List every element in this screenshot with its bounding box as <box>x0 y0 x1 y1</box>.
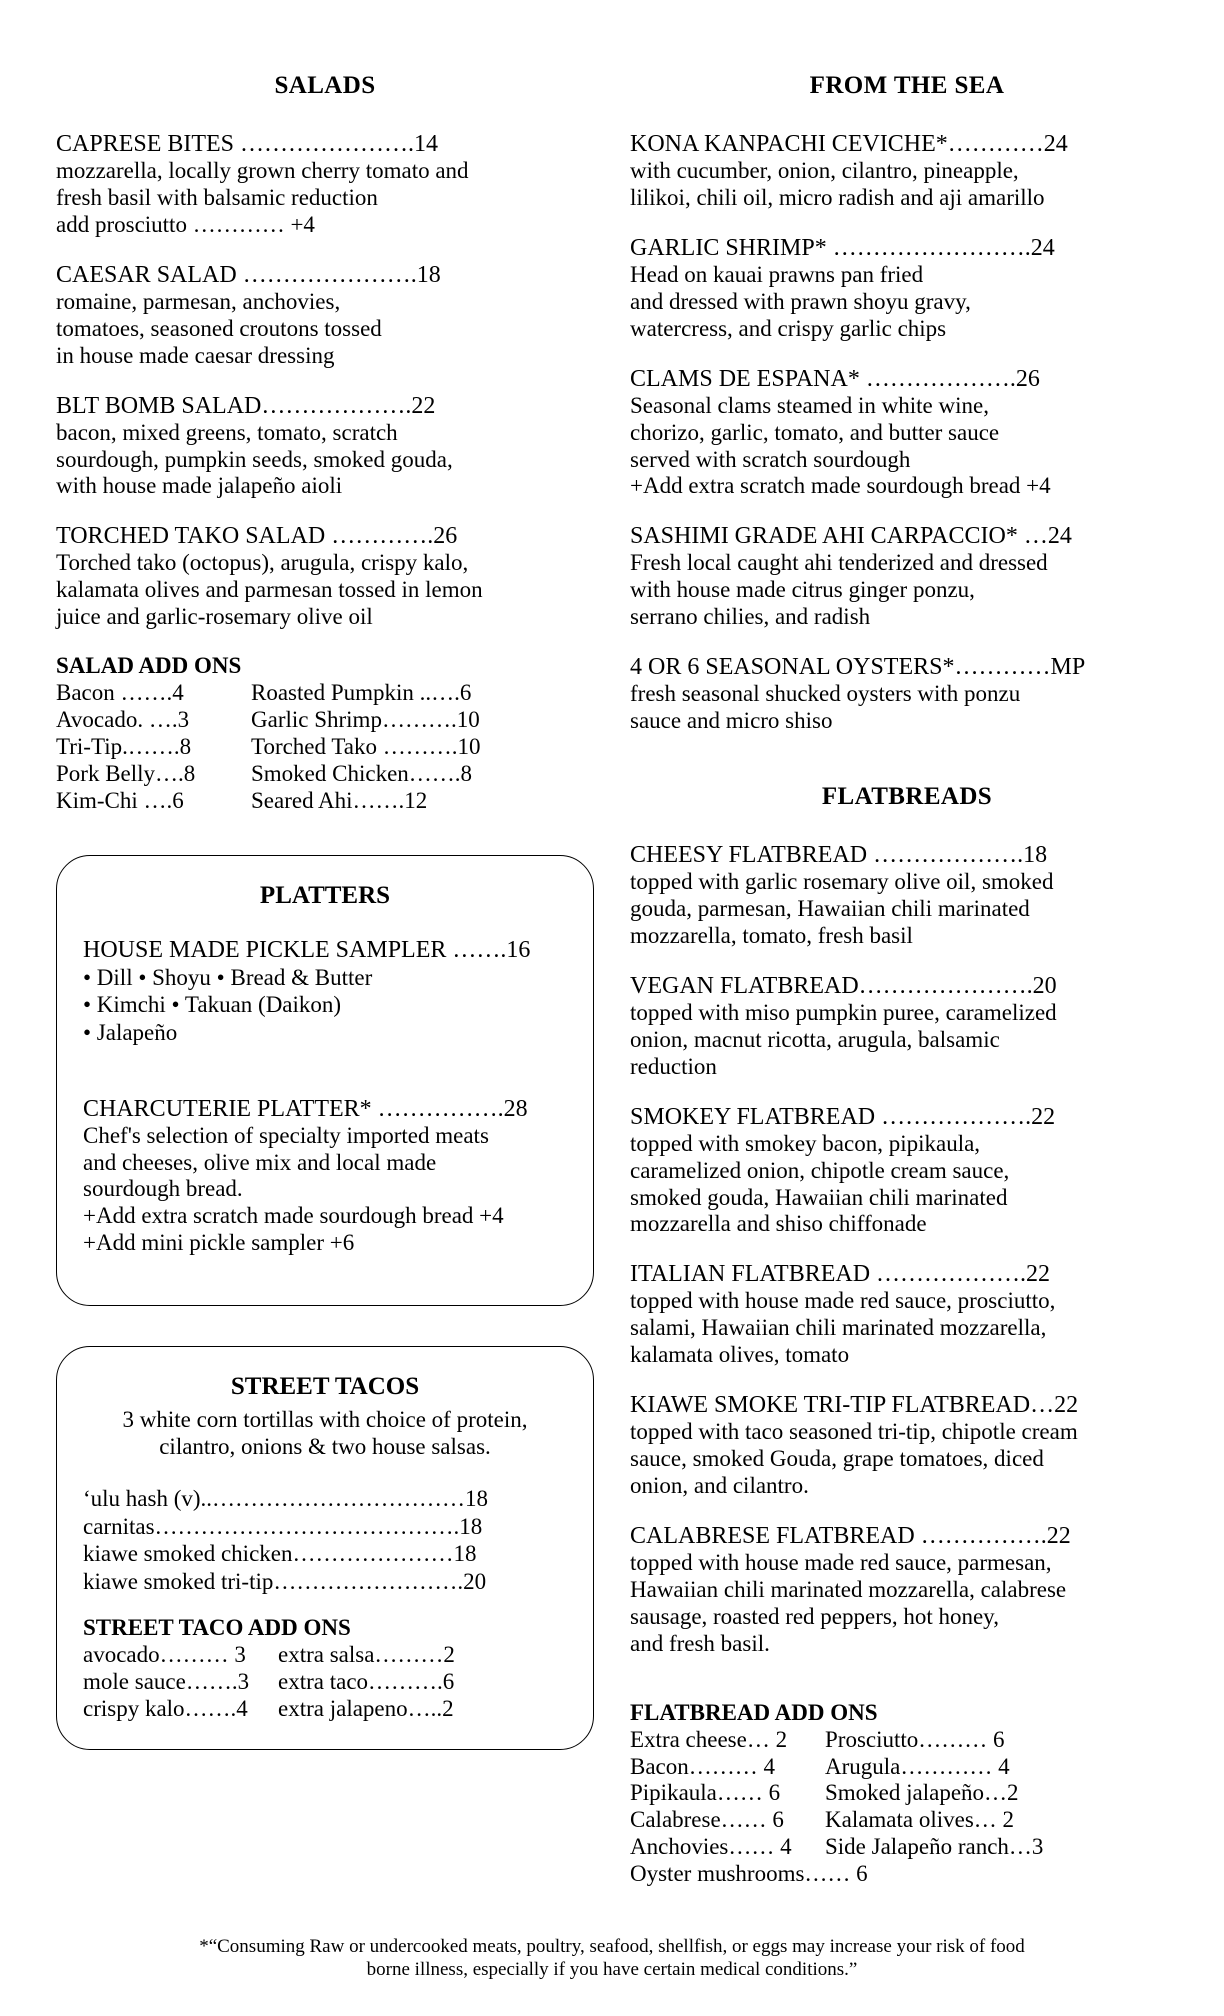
menu-item <box>56 261 594 370</box>
street-taco-addons-grid <box>83 1642 567 1723</box>
desc-line: kalamata olives and parmesan tossed in lemon <box>56 577 483 603</box>
salad-addons-grid <box>56 680 594 815</box>
menu-item-title: CHEESY FLATBREAD ……………….18 <box>630 842 1048 869</box>
menu-item-description <box>630 1288 1184 1369</box>
menu-item <box>630 522 1184 631</box>
menu-item <box>630 972 1184 1081</box>
menu-item-description <box>630 869 1184 950</box>
street-tacos-subtitle <box>83 1407 567 1461</box>
desc-line: with house made jalapeño aioli <box>56 473 343 499</box>
addon-cell: crispy kalo…….4 <box>83 1696 248 1722</box>
street-taco-addons-heading: STREET TACO ADD ONS <box>83 1615 351 1641</box>
desc-line: and fresh basil. <box>630 1630 770 1656</box>
addon-cell: Roasted Pumpkin ..….6 <box>251 680 472 706</box>
addon-cell: extra salsa………2 <box>278 1642 455 1668</box>
desc-line: caramelized onion, chipotle cream sauce, <box>630 1157 1010 1183</box>
menu-item <box>83 1095 567 1258</box>
desc-line: topped with miso pumpkin puree, caramelized <box>630 999 1057 1025</box>
desc-line: mozzarella, locally grown cherry tomato and <box>56 158 469 184</box>
menu-item <box>630 841 1184 950</box>
desc-line: and cheeses, olive mix and local made <box>83 1149 437 1175</box>
menu-item <box>630 653 1184 735</box>
desc-line: with cucumber, onion, cilantro, pineapple, <box>630 158 1019 184</box>
desc-line: watercress, and crispy garlic chips <box>630 315 947 341</box>
bullet-line: • Kimchi • Takuan (Daikon) <box>83 992 342 1018</box>
addon-cell: Bacon …….4 <box>56 680 184 706</box>
subtitle-line: 3 white corn tortillas with choice of protein, <box>122 1407 528 1433</box>
addon-cell: avocado……… 3 <box>83 1642 246 1668</box>
desc-line: topped with house made red sauce, parmesan, <box>630 1550 1052 1576</box>
addon-cell: Seared Ahi…….12 <box>251 787 428 813</box>
menu-item-description <box>630 681 1184 735</box>
menu-item-title: SASHIMI GRADE AHI CARPACCIO* …24 <box>630 523 1072 550</box>
addon-cell: Bacon……… 4 <box>630 1753 776 1779</box>
menu-item <box>56 392 594 501</box>
desc-line: +Add mini pickle sampler +6 <box>83 1230 355 1256</box>
taco-item: ‘ulu hash (v)..……………………………18 <box>83 1486 489 1511</box>
desc-line: serrano chilies, and radish <box>630 604 871 630</box>
street-tacos-box <box>56 1346 594 1750</box>
desc-line: topped with smokey bacon, pipikaula, <box>630 1130 981 1156</box>
menu-item <box>630 1391 1184 1500</box>
bullet-line: • Jalapeño <box>83 1019 178 1045</box>
menu-item-title: VEGAN FLATBREAD………………….20 <box>630 972 1057 999</box>
menu-item-description <box>630 1550 1184 1658</box>
menu-item-description <box>56 158 594 239</box>
menu-item-title: CAESAR SALAD ………………….18 <box>56 261 441 288</box>
addon-cell: extra jalapeno…..2 <box>278 1696 454 1722</box>
desc-line: add prosciutto ………… +4 <box>56 211 315 237</box>
addon-cell: Side Jalapeño ranch…3 <box>825 1834 1044 1860</box>
section-heading-salads: SALADS <box>274 72 376 99</box>
salad-addons-heading: SALAD ADD ONS <box>56 653 242 679</box>
platters-box <box>56 855 594 1306</box>
desc-line: gouda, parmesan, Hawaiian chili marinated <box>630 896 1030 922</box>
addon-cell: Torched Tako ……….10 <box>251 734 481 759</box>
menu-item <box>630 1260 1184 1369</box>
desc-line: +Add extra scratch made sourdough bread +4 <box>630 473 1051 499</box>
subtitle-line: cilantro, onions & two house salsas. <box>159 1434 491 1460</box>
menu-item-title: SMOKEY FLATBREAD ……………….22 <box>630 1103 1056 1130</box>
desc-line: juice and garlic-rosemary olive oil <box>56 604 373 630</box>
addon-cell: Pipikaula…… 6 <box>630 1780 781 1806</box>
desc-line: fresh seasonal shucked oysters with ponzu <box>630 681 1021 707</box>
desc-line: fresh basil with balsamic reduction <box>56 184 378 210</box>
menu-item <box>630 130 1184 212</box>
section-heading-street-tacos: STREET TACOS <box>230 1373 420 1401</box>
menu-item-title: KIAWE SMOKE TRI-TIP FLATBREAD…22 <box>630 1392 1079 1419</box>
addon-cell: Kim-Chi ….6 <box>56 787 184 813</box>
addon-cell: extra taco……….6 <box>278 1669 455 1695</box>
addon-cell: Oyster mushrooms…… 6 <box>630 1861 868 1887</box>
addon-cell: mole sauce…….3 <box>83 1669 250 1695</box>
desc-line: sauce and micro shiso <box>630 708 833 734</box>
bullet-line: • Dill • Shoyu • Bread & Butter <box>83 964 373 990</box>
taco-item: carnitas………………………………….18 <box>83 1513 483 1539</box>
desc-line: topped with house made red sauce, prosciutto, <box>630 1288 1056 1314</box>
menu-item-title: CAPRESE BITES ………………….14 <box>56 131 439 157</box>
menu-item <box>630 1522 1184 1658</box>
desc-line: romaine, parmesan, anchovies, <box>56 288 341 314</box>
desc-line: topped with taco seasoned tri-tip, chipotle cream <box>630 1419 1078 1445</box>
desc-line: onion, and cilantro. <box>630 1473 809 1499</box>
addon-cell: Avocado. ….3 <box>56 707 190 733</box>
right-column <box>612 72 1224 1888</box>
menu-item-title: CALABRESE FLATBREAD …………….22 <box>630 1522 1071 1549</box>
menu-item-title: TORCHED TAKO SALAD ………….26 <box>56 523 458 550</box>
menu-item-description <box>630 262 1184 343</box>
section-heading-from-the-sea: FROM THE SEA <box>809 72 1005 99</box>
street-taco-items <box>83 1485 567 1595</box>
addon-cell <box>825 1861 1184 1888</box>
menu-item-description <box>630 1000 1184 1081</box>
flatbread-addons-grid <box>630 1727 1184 1888</box>
desc-line: salami, Hawaiian chili marinated mozzarella, <box>630 1315 1047 1341</box>
desc-line: mozzarella, tomato, fresh basil <box>630 922 913 948</box>
desc-line: bacon, mixed greens, tomato, scratch <box>56 419 398 445</box>
disclaimer-line: borne illness, especially if you have certain medical conditions.” <box>366 1959 858 1981</box>
desc-line: kalamata olives, tomato <box>630 1342 850 1368</box>
menu-item-description <box>83 1123 567 1258</box>
flatbread-addons-heading: FLATBREAD ADD ONS <box>630 1699 878 1725</box>
menu-item <box>83 936 567 1047</box>
disclaimer-footer <box>0 1936 1224 1982</box>
disclaimer-line: *“Consuming Raw or undercooked meats, poultry, seafood, shellfish, or eggs may increase your risk of food <box>199 1936 1025 1958</box>
left-column <box>0 72 612 1750</box>
menu-item-title: BLT BOMB SALAD……………….22 <box>56 392 436 419</box>
desc-line: served with scratch sourdough <box>630 446 911 472</box>
desc-line: in house made caesar dressing <box>56 342 335 368</box>
desc-line: Fresh local caught ahi tenderized and dressed <box>630 550 1048 576</box>
taco-item: kiawe smoked tri-tip…………………….20 <box>83 1568 487 1594</box>
menu-item-description <box>630 158 1184 212</box>
desc-line: Torched tako (octopus), arugula, crispy kalo, <box>56 550 469 576</box>
desc-line: Chef's selection of specialty imported meats <box>83 1122 489 1148</box>
menu-item-description <box>630 550 1184 631</box>
desc-line: sauce, smoked Gouda, grape tomatoes, diced <box>630 1446 1044 1472</box>
desc-line: sausage, roasted red peppers, hot honey, <box>630 1603 999 1629</box>
menu-item-title: CLAMS DE ESPANA* ……………….26 <box>630 365 1040 392</box>
menu-item <box>56 522 594 631</box>
desc-line: smoked gouda, Hawaiian chili marinated <box>630 1184 1008 1210</box>
addon-cell: Pork Belly….8 <box>56 760 196 786</box>
menu-item <box>630 1103 1184 1239</box>
addon-cell: Calabrese…… 6 <box>630 1807 784 1833</box>
desc-line: tomatoes, seasoned croutons tossed <box>56 315 382 341</box>
taco-item: kiawe smoked chicken…………………18 <box>83 1541 477 1567</box>
menu-item-title: GARLIC SHRIMP* …………………….24 <box>630 234 1055 261</box>
desc-line: Hawaiian chili marinated mozzarella, calabrese <box>630 1576 1067 1602</box>
menu-item-description <box>630 393 1184 501</box>
addon-cell: Smoked Chicken…….8 <box>251 760 473 786</box>
menu-item-title: ITALIAN FLATBREAD ……………….22 <box>630 1261 1051 1288</box>
section-heading-flatbreads: FLATBREADS <box>821 783 993 811</box>
desc-line: lilikoi, chili oil, micro radish and aji amarillo <box>630 184 1045 210</box>
menu-item-description <box>630 1419 1184 1500</box>
desc-line: Seasonal clams steamed in white wine, <box>630 392 989 418</box>
menu-item-description <box>56 420 594 501</box>
menu-item-description <box>630 1131 1184 1239</box>
menu-item-title: HOUSE MADE PICKLE SAMPLER …….16 <box>83 936 531 963</box>
addon-cell: Extra cheese… 2 <box>630 1726 788 1752</box>
desc-line: with house made citrus ginger ponzu, <box>630 577 975 603</box>
menu-item <box>56 130 594 239</box>
pickle-bullet-list <box>83 964 567 1047</box>
desc-line: +Add extra scratch made sourdough bread +4 <box>83 1203 504 1229</box>
addon-cell: Smoked jalapeño…2 <box>825 1780 1019 1806</box>
addon-cell: Tri-Tip.…….8 <box>56 734 192 759</box>
desc-line: topped with garlic rosemary olive oil, smoked <box>630 869 1054 895</box>
desc-line: Head on kauai prawns pan fried <box>630 261 924 287</box>
menu-item <box>630 234 1184 343</box>
desc-line: onion, macnut ricotta, arugula, balsamic <box>630 1026 1000 1052</box>
desc-line: sourdough, pumpkin seeds, smoked gouda, <box>56 446 453 472</box>
addon-cell: Kalamata olives… 2 <box>825 1807 1015 1833</box>
addon-cell: Prosciutto……… 6 <box>825 1726 1005 1752</box>
addon-cell: Garlic Shrimp……….10 <box>251 707 480 733</box>
menu-item-description <box>56 289 594 370</box>
menu-item-title: 4 OR 6 SEASONAL OYSTERS*…………MP <box>630 654 1086 681</box>
addon-cell: Arugula………… 4 <box>825 1753 1010 1779</box>
menu-item-description <box>56 550 594 631</box>
section-heading-platters: PLATTERS <box>259 881 391 909</box>
addon-cell: Anchovies…… 4 <box>630 1834 792 1860</box>
desc-line: mozzarella and shiso chiffonade <box>630 1211 927 1237</box>
menu-item <box>630 365 1184 501</box>
desc-line: reduction <box>630 1053 717 1079</box>
menu-item-title: CHARCUTERIE PLATTER* …………….28 <box>83 1095 528 1122</box>
desc-line: sourdough bread. <box>83 1176 243 1202</box>
menu-item-title: KONA KANPACHI CEVICHE*…………24 <box>630 131 1068 157</box>
desc-line: chorizo, garlic, tomato, and butter sauce <box>630 419 1000 445</box>
desc-line: and dressed with prawn shoyu gravy, <box>630 288 971 314</box>
